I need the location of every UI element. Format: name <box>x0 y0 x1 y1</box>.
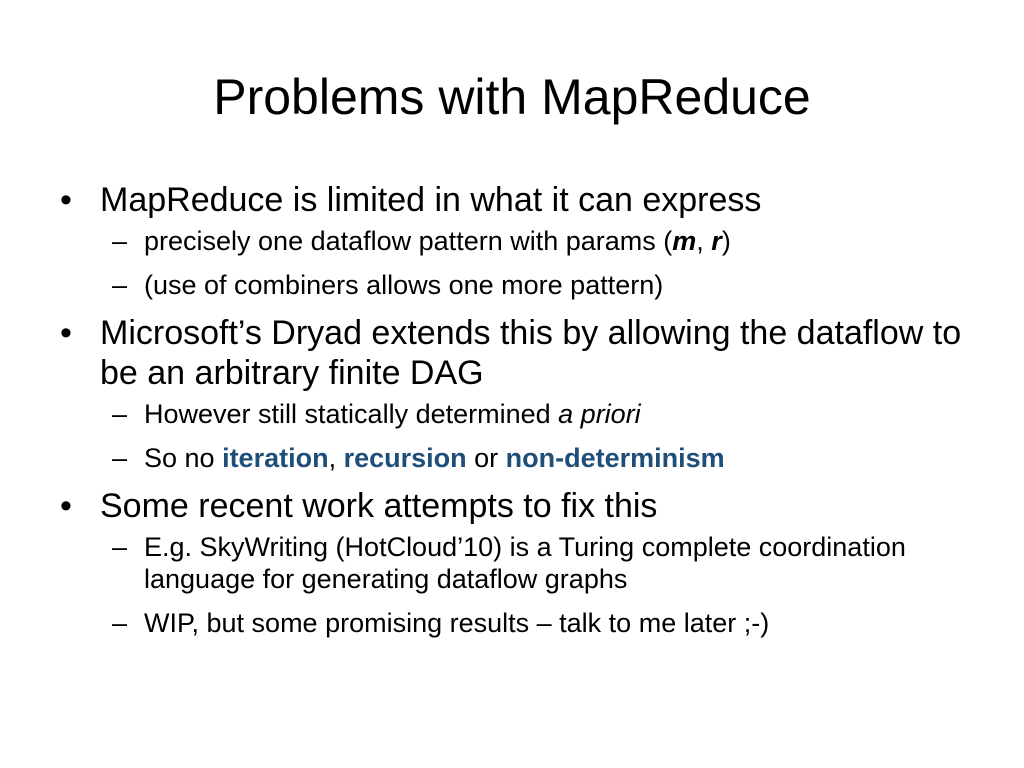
bullet-item <box>60 486 980 526</box>
sub-bullet-item <box>60 531 980 595</box>
bullet-text: Microsoft’s Dryad extends this by allowing the dataflow to be an arbitrary finite DAG <box>100 314 962 392</box>
sub-bullet-item <box>60 442 980 474</box>
slide-body <box>60 180 980 651</box>
highlight-non-determinism: non-determinism <box>505 443 725 473</box>
slide-title: Problems with MapReduce <box>213 69 811 125</box>
text-run: precisely one dataflow pattern with params ( <box>144 226 673 256</box>
dash-icon: – <box>112 443 128 473</box>
text-run: So no <box>144 443 223 473</box>
bullet-text: Some recent work attempts to fix this <box>100 487 658 525</box>
bullet-icon: • <box>60 314 72 352</box>
dash-icon: – <box>112 399 128 429</box>
highlight-iteration: iteration <box>222 443 329 473</box>
text-run: , <box>696 226 712 256</box>
sub-bullet-item <box>60 269 980 301</box>
bullet-text: MapReduce is limited in what it can express <box>100 181 762 219</box>
text-run: , <box>328 443 344 473</box>
dash-icon: – <box>112 226 128 256</box>
dash-icon: – <box>112 608 128 638</box>
italic-text: a priori <box>558 399 641 429</box>
highlight-recursion: recursion <box>343 443 467 473</box>
sub-bullet-text: E.g. SkyWriting (HotCloud’10) is a Turing complete coordination language for generating dataflow graphs <box>144 532 906 594</box>
bullet-icon: • <box>60 487 72 525</box>
text-run: or <box>466 443 506 473</box>
sub-bullet-item <box>60 225 980 257</box>
sub-bullet-text <box>144 443 725 473</box>
sub-bullet-text: WIP, but some promising results – talk to me later ;-) <box>144 608 770 638</box>
dash-icon: – <box>112 532 128 562</box>
sub-bullet-item <box>60 398 980 430</box>
bullet-item <box>60 313 980 393</box>
text-run: ) <box>721 226 731 256</box>
sub-bullet-text <box>144 399 641 429</box>
text-run: However still statically determined <box>144 399 559 429</box>
param-r: r <box>711 226 722 256</box>
bullet-item <box>60 180 980 220</box>
dash-icon: – <box>112 270 128 300</box>
sub-bullet-text: (use of combiners allows one more pattern) <box>144 270 664 300</box>
sub-bullet-text <box>144 226 731 256</box>
sub-bullet-item <box>60 607 980 639</box>
bullet-icon: • <box>60 181 72 219</box>
param-m: m <box>672 226 697 256</box>
